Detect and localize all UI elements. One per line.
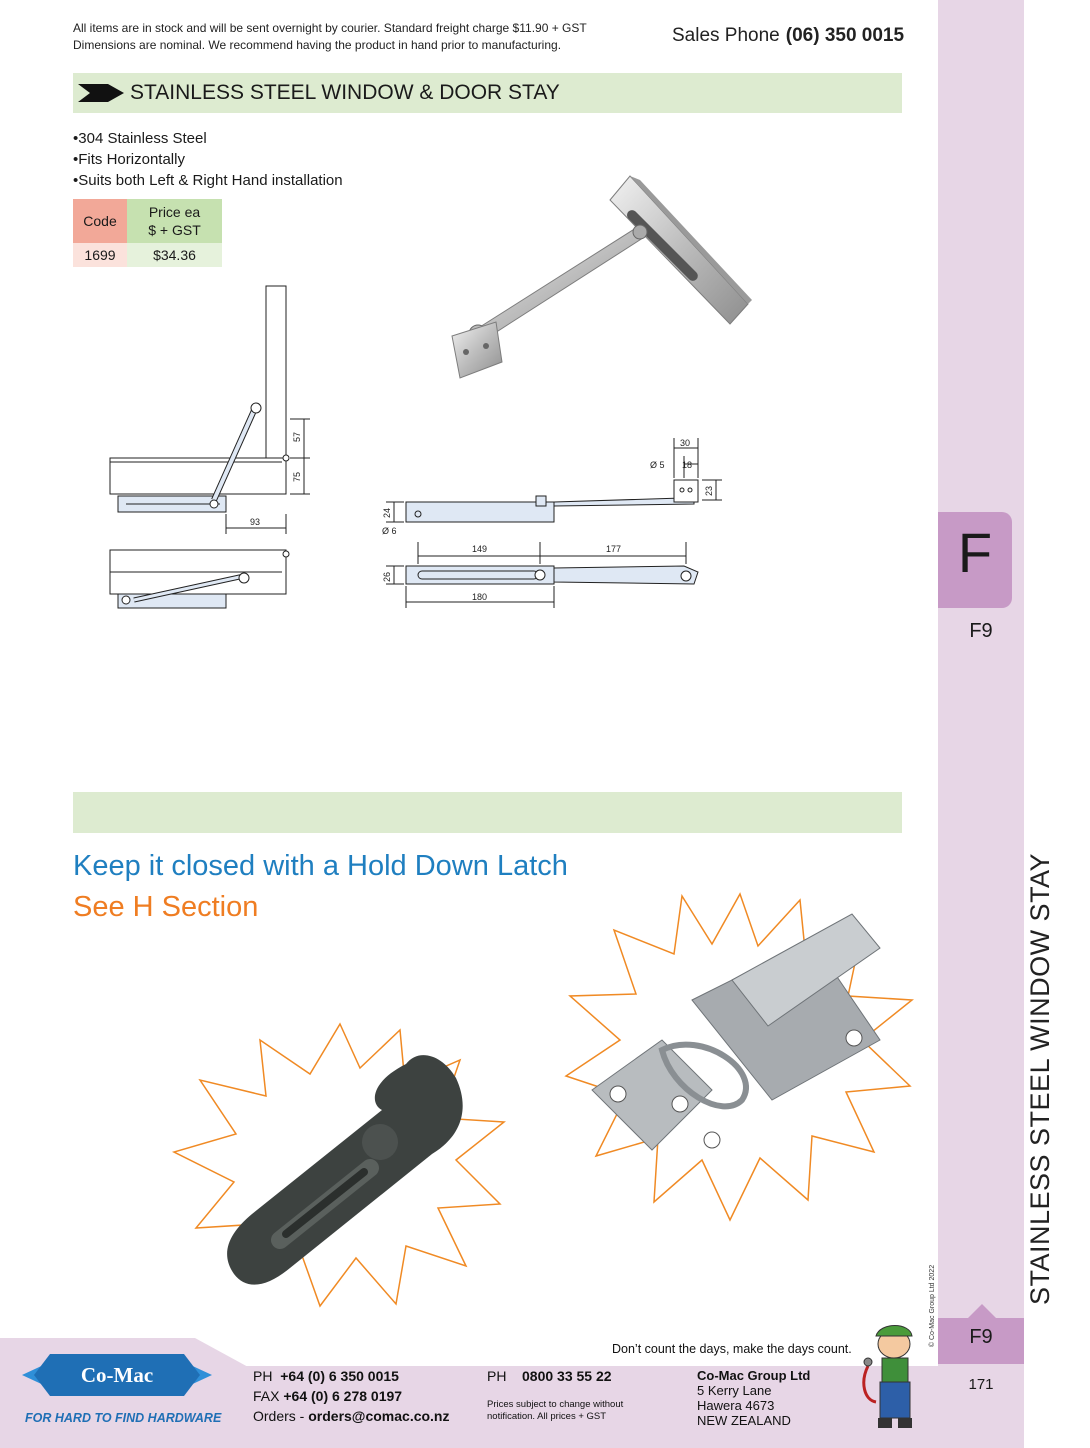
notice-line-2: Dimensions are nominal. We recommend having the product in hand prior to manufacturing.: [73, 38, 562, 52]
arrow-icon: [78, 82, 126, 104]
dim-149: 149: [472, 544, 488, 554]
fax-value: +64 (0) 6 278 0197: [283, 1388, 403, 1404]
footer-orders: [253, 1408, 450, 1424]
dim-75: 75: [292, 471, 302, 482]
footer-phone: [253, 1368, 399, 1384]
company-name: Co-Mac Group Ltd: [697, 1368, 811, 1383]
dim-24: 24: [382, 507, 392, 518]
footer-fax: [253, 1388, 402, 1404]
code-header: Code: [73, 199, 127, 243]
comac-logo[interactable]: [22, 1344, 212, 1406]
ph-label: PH: [253, 1368, 273, 1384]
price-header-line-2: $ + GST: [148, 222, 201, 238]
steel-latch-image: [562, 890, 918, 1230]
ph2-value[interactable]: 0800 33 55 22: [522, 1368, 612, 1384]
tab-notch: [968, 1304, 996, 1318]
price-table: [73, 199, 222, 267]
dim-180: 180: [472, 592, 488, 602]
side-title-text: STAINLESS STEEL WINDOW STAY: [1025, 852, 1055, 1305]
address-line: Hawera 4673: [697, 1398, 775, 1413]
feature-list: [73, 128, 343, 191]
price-header: [127, 199, 222, 243]
tagline: Don’t count the days, make the days count.: [612, 1342, 852, 1356]
dim-23: 23: [704, 485, 714, 496]
product-price: $34.36: [127, 243, 222, 267]
notice-line-1: All items are in stock and will be sent overnight by courier. Standard freight charge $11.90 + GST: [73, 21, 587, 35]
side-column: [938, 0, 1024, 1448]
footer-freephone: [487, 1368, 612, 1384]
price-header-line-1: Price ea: [148, 204, 201, 220]
page-number: 171: [968, 1376, 994, 1393]
dim-18: 18: [682, 460, 693, 470]
section-code-bottom: F9: [969, 1326, 993, 1348]
top-view-diagram: [378, 434, 728, 614]
orders-label: Orders -: [253, 1408, 305, 1424]
ph-value[interactable]: +64 (0) 6 350 0015: [280, 1368, 399, 1384]
feature-item: • Suits both Left & Right Hand installation: [73, 170, 343, 191]
orders-email[interactable]: orders@comac.co.nz: [308, 1408, 450, 1424]
address-line: 5 Kerry Lane: [697, 1383, 772, 1398]
sales-phone: [672, 25, 904, 47]
stock-notice: [73, 20, 643, 54]
rubber-latch-image: [170, 1018, 510, 1308]
address-line: NEW ZEALAND: [697, 1413, 791, 1428]
mascot-illustration: [856, 1322, 928, 1430]
sales-number[interactable]: (06) 350 0015: [785, 25, 905, 46]
feature-item: • Fits Horizontally: [73, 149, 343, 170]
side-view-diagram: [104, 282, 324, 612]
sales-label: Sales Phone: [672, 25, 780, 46]
ph2-label: PH: [487, 1368, 507, 1384]
product-code: 1699: [73, 243, 127, 267]
dim-5: Ø 5: [650, 460, 665, 470]
dim-30: 30: [680, 438, 691, 448]
promo-bar: [73, 792, 902, 833]
logo-tagline: FOR HARD TO FIND HARDWARE: [25, 1411, 222, 1425]
section-code-top: F9: [969, 620, 993, 642]
dim-93: 93: [250, 517, 261, 527]
fax-label: FAX: [253, 1388, 280, 1404]
copyright: © Co-Mac Group Ltd 2022: [929, 1264, 936, 1348]
prices-note: Prices subject to change without notification. All prices + GST: [487, 1399, 624, 1422]
section-letter: F: [957, 521, 993, 584]
promo-heading: Keep it closed with a Hold Down Latch: [73, 850, 568, 882]
section-title: STAINLESS STEEL WINDOW & DOOR STAY: [130, 81, 560, 104]
company-address: [697, 1368, 810, 1428]
dim-177: 177: [606, 544, 622, 554]
table-row: [73, 243, 222, 267]
dim-57: 57: [292, 431, 302, 442]
dim-6: Ø 6: [382, 526, 397, 536]
feature-item: • 304 Stainless Steel: [73, 128, 343, 149]
product-photo: [440, 172, 760, 384]
promo-link[interactable]: See H Section: [73, 891, 259, 923]
logo-text: Co-Mac: [80, 1363, 154, 1387]
dim-26: 26: [382, 571, 392, 582]
